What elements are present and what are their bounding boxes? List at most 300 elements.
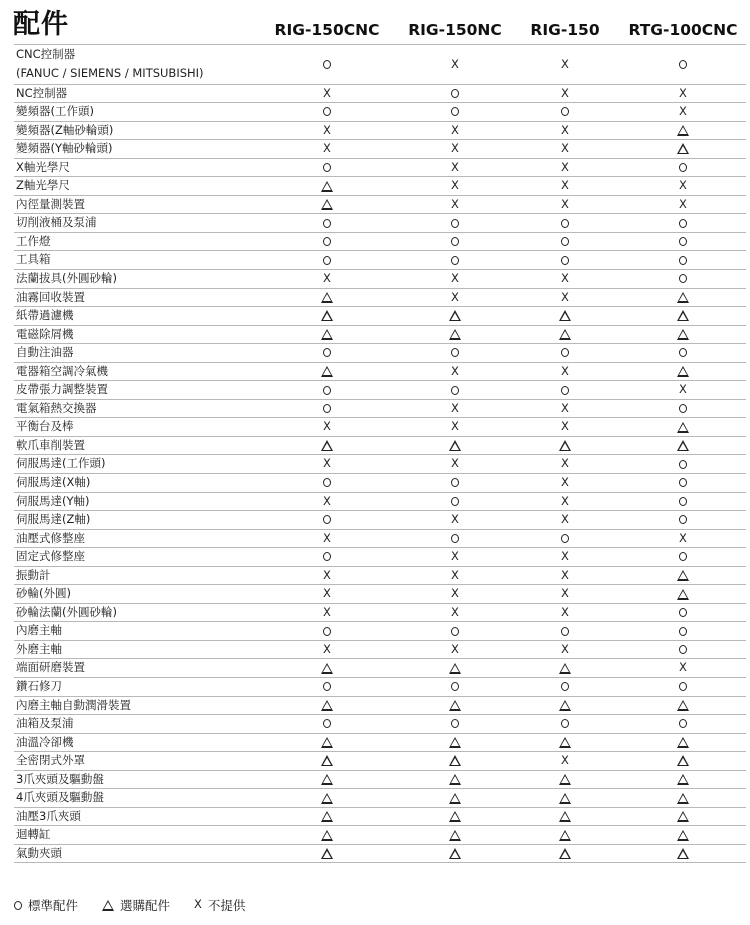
triangle-icon (321, 755, 333, 766)
cell-rtg-100cnc (663, 122, 703, 140)
cell-rtg-100cnc (663, 140, 703, 158)
x-mark: X (451, 400, 459, 415)
row-label (16, 641, 62, 658)
cell-rig-150cnc (307, 307, 347, 325)
cell-rtg-100cnc (663, 826, 703, 844)
cell-rig-150nc (435, 177, 475, 195)
row-label (16, 455, 105, 472)
cell-rig-150 (545, 159, 585, 177)
cell-rig-150nc (435, 381, 475, 399)
circle-icon (323, 478, 331, 487)
cell-rig-150nc (435, 159, 475, 177)
table-row (14, 734, 746, 753)
cell-rig-150 (545, 511, 585, 529)
cell-rig-150 (545, 585, 585, 603)
cell-rig-150cnc (307, 159, 347, 177)
table-row (14, 307, 746, 326)
circle-icon (323, 515, 331, 524)
cell-rtg-100cnc (663, 678, 703, 696)
circle-icon (323, 719, 331, 728)
triangle-icon (449, 700, 461, 711)
table-row (14, 344, 746, 363)
triangle-icon (321, 811, 333, 822)
circle-icon (14, 901, 22, 910)
row-label-line: 自動注油器 (16, 345, 74, 360)
cell-rig-150cnc (307, 734, 347, 752)
cell-rtg-100cnc (663, 45, 703, 84)
circle-icon (561, 627, 569, 636)
row-label-line: 氣動夾頭 (16, 845, 62, 860)
row-label (16, 659, 85, 676)
x-mark: X (451, 419, 459, 434)
cell-rtg-100cnc (663, 400, 703, 418)
x-mark: X (561, 512, 569, 527)
circle-icon (451, 256, 459, 265)
row-label (16, 752, 85, 769)
row-label (16, 826, 51, 843)
cell-rig-150 (545, 493, 585, 511)
triangle-icon (559, 811, 571, 822)
x-mark: X (451, 178, 459, 193)
cell-rig-150nc (435, 326, 475, 344)
cell-rtg-100cnc (663, 437, 703, 455)
cell-rig-150 (545, 437, 585, 455)
row-label-line: 工作燈 (16, 233, 51, 248)
x-mark: X (323, 567, 331, 582)
cell-rig-150cnc (307, 270, 347, 288)
row-label-line: 電磁除屑機 (16, 326, 74, 341)
x-mark: X (679, 178, 687, 193)
cell-rtg-100cnc (663, 418, 703, 436)
cell-rig-150 (545, 715, 585, 733)
cell-rig-150nc (435, 548, 475, 566)
circle-icon (679, 515, 687, 524)
table-row (14, 808, 746, 827)
triangle-icon (449, 830, 461, 841)
cell-rtg-100cnc (663, 789, 703, 807)
cell-rig-150cnc (307, 548, 347, 566)
row-label-line: 砂輪法蘭(外圓砂輪) (16, 604, 117, 619)
cell-rig-150 (545, 251, 585, 269)
circle-icon (323, 107, 331, 116)
table-row (14, 326, 746, 345)
triangle-icon (677, 848, 689, 859)
cell-rig-150cnc (307, 344, 347, 362)
cell-rig-150cnc (307, 604, 347, 622)
cell-rig-150nc (435, 400, 475, 418)
circle-icon (679, 608, 687, 617)
circle-icon (561, 107, 569, 116)
triangle-icon (677, 310, 689, 321)
row-label (16, 437, 85, 454)
table-row (14, 511, 746, 530)
cell-rig-150nc (435, 493, 475, 511)
table-row (14, 196, 746, 215)
cell-rtg-100cnc (663, 697, 703, 715)
cell-rtg-100cnc (663, 548, 703, 566)
row-label-line: NC控制器 (16, 85, 68, 100)
cell-rig-150 (545, 641, 585, 659)
table-row (14, 585, 746, 604)
cell-rig-150 (545, 697, 585, 715)
row-label-line: 伺服馬達(工作頭) (16, 456, 106, 471)
triangle-icon (449, 737, 461, 748)
circle-icon (679, 404, 687, 413)
row-label (16, 845, 62, 862)
circle-icon (323, 386, 331, 395)
table-row (14, 289, 746, 308)
row-label-line: 伺服馬達(Z軸) (16, 512, 91, 527)
x-mark: X (451, 567, 459, 582)
circle-icon (679, 497, 687, 506)
row-label (16, 177, 70, 194)
circle-icon (561, 219, 569, 228)
cell-rig-150nc (435, 734, 475, 752)
triangle-icon (321, 663, 333, 674)
circle-icon (561, 534, 569, 543)
cell-rig-150cnc (307, 567, 347, 585)
x-mark: X (561, 363, 569, 378)
row-label-line: 內磨主軸 (16, 623, 62, 638)
circle-icon (451, 534, 459, 543)
cell-rig-150 (545, 826, 585, 844)
cell-rig-150cnc (307, 511, 347, 529)
cell-rig-150nc (435, 85, 475, 103)
cell-rig-150 (545, 808, 585, 826)
x-mark: X (451, 363, 459, 378)
cell-rig-150nc (435, 140, 475, 158)
x-mark: X (561, 178, 569, 193)
table-row (14, 567, 746, 586)
row-label (16, 530, 85, 547)
column-header-4: RTG-100CNC (628, 21, 738, 39)
cell-rig-150 (545, 548, 585, 566)
cell-rtg-100cnc (663, 752, 703, 770)
circle-icon (679, 163, 687, 172)
column-header-1: RIG-150CNC (274, 21, 380, 39)
cell-rig-150nc (435, 437, 475, 455)
x-mark: X (451, 512, 459, 527)
cell-rig-150cnc (307, 622, 347, 640)
row-label-line: 內徑量測裝置 (16, 196, 85, 211)
cell-rig-150cnc (307, 251, 347, 269)
x-mark: X (451, 604, 459, 619)
row-label-line: Z軸光學尺 (16, 178, 70, 193)
cell-rig-150cnc (307, 363, 347, 381)
cell-rig-150nc (435, 845, 475, 863)
x-mark: X (561, 493, 569, 508)
table-row (14, 44, 746, 85)
triangle-icon (677, 422, 689, 433)
x-mark: X (561, 270, 569, 285)
page-title: 配件 (13, 9, 69, 40)
triangle-icon (449, 811, 461, 822)
row-label (16, 771, 104, 788)
cell-rig-150cnc (307, 585, 347, 603)
table-row (14, 715, 746, 734)
cell-rtg-100cnc (663, 641, 703, 659)
row-label-line: X軸光學尺 (16, 159, 70, 174)
cell-rig-150 (545, 177, 585, 195)
cell-rig-150nc (435, 233, 475, 251)
table-row (14, 437, 746, 456)
cell-rig-150cnc (307, 326, 347, 344)
triangle-icon (677, 793, 689, 804)
circle-icon (323, 404, 331, 413)
cell-rig-150nc (435, 826, 475, 844)
row-label (16, 251, 51, 268)
cell-rtg-100cnc (663, 251, 703, 269)
row-label-line: 油箱及泵浦 (16, 716, 74, 731)
cell-rig-150cnc (307, 771, 347, 789)
cell-rig-150 (545, 659, 585, 677)
cell-rig-150 (545, 289, 585, 307)
triangle-icon (677, 125, 689, 136)
cell-rig-150 (545, 678, 585, 696)
triangle-icon (321, 774, 333, 785)
cell-rig-150cnc (307, 85, 347, 103)
cell-rtg-100cnc (663, 474, 703, 492)
circle-icon (451, 219, 459, 228)
cell-rig-150cnc (307, 177, 347, 195)
triangle-icon (559, 440, 571, 451)
row-label-line: 伺服馬達(Y軸) (16, 493, 90, 508)
circle-icon (679, 552, 687, 561)
triangle-icon (321, 793, 333, 804)
cell-rtg-100cnc (663, 659, 703, 677)
table-row (14, 678, 746, 697)
cell-rig-150cnc (307, 233, 347, 251)
row-label (16, 363, 108, 380)
cell-rig-150nc (435, 103, 475, 121)
x-mark: X (561, 419, 569, 434)
x-mark: X (323, 530, 331, 545)
row-label (16, 140, 113, 157)
circle-icon (323, 60, 331, 69)
row-label (16, 493, 90, 510)
row-label-line: 內磨主軸自動潤滑裝置 (16, 697, 131, 712)
cell-rig-150nc (435, 789, 475, 807)
row-label (16, 622, 62, 639)
x-mark: X (323, 586, 331, 601)
triangle-icon (449, 440, 461, 451)
cell-rig-150 (545, 85, 585, 103)
cell-rig-150cnc (307, 530, 347, 548)
cell-rig-150 (545, 845, 585, 863)
header (0, 0, 750, 44)
cell-rig-150cnc (307, 789, 347, 807)
x-mark: X (561, 196, 569, 211)
triangle-icon (321, 366, 333, 377)
cell-rig-150 (545, 140, 585, 158)
circle-icon (679, 60, 687, 69)
cell-rig-150nc (435, 344, 475, 362)
cell-rig-150cnc (307, 289, 347, 307)
table-row (14, 474, 746, 493)
legend-label: 選購配件 (120, 898, 171, 913)
row-label-line: 伺服馬達(X軸) (16, 474, 91, 489)
row-label-line: 固定式修整座 (16, 549, 85, 564)
x-mark: X (323, 604, 331, 619)
x-mark: X (561, 122, 569, 137)
circle-icon (323, 256, 331, 265)
cell-rtg-100cnc (663, 715, 703, 733)
cell-rig-150 (545, 418, 585, 436)
x-mark: X (561, 289, 569, 304)
row-label (16, 548, 85, 565)
circle-icon (679, 460, 687, 469)
x-mark: X (451, 56, 459, 71)
triangle-icon (677, 830, 689, 841)
row-label-line: 變頻器(Y軸砂輪頭) (16, 141, 113, 156)
x-mark: X (561, 753, 569, 768)
row-label-line: 皮帶張力調整裝置 (16, 382, 108, 397)
cell-rtg-100cnc (663, 585, 703, 603)
cell-rig-150nc (435, 604, 475, 622)
cell-rig-150 (545, 789, 585, 807)
x-mark: X (561, 586, 569, 601)
row-label (16, 734, 74, 751)
cell-rig-150 (545, 196, 585, 214)
triangle-icon (449, 793, 461, 804)
circle-icon (323, 163, 331, 172)
row-label (16, 159, 70, 176)
circle-icon (451, 627, 459, 636)
row-label-line: 鑽石修刀 (16, 679, 62, 693)
triangle-icon (677, 366, 689, 377)
x-mark: X (451, 586, 459, 601)
cell-rtg-100cnc (663, 808, 703, 826)
circle-icon (561, 386, 569, 395)
cell-rig-150cnc (307, 103, 347, 121)
row-label (16, 289, 85, 306)
table-row (14, 159, 746, 178)
cell-rig-150nc (435, 622, 475, 640)
row-label (16, 45, 204, 83)
cell-rtg-100cnc (663, 326, 703, 344)
row-label-line: 砂輪(外圓) (16, 586, 71, 601)
row-label-line: 電氣箱熱交換器 (16, 400, 97, 415)
cell-rtg-100cnc (663, 196, 703, 214)
x-mark: X (323, 270, 331, 285)
cell-rig-150nc (435, 808, 475, 826)
row-label-line: 振動計 (16, 567, 51, 582)
x-mark: X (561, 567, 569, 582)
x-mark: X (451, 456, 459, 471)
cell-rig-150nc (435, 363, 475, 381)
row-label-line: 4爪夾頭及驅動盤 (16, 790, 104, 805)
x-mark: X (451, 196, 459, 211)
cell-rig-150nc (435, 122, 475, 140)
cell-rig-150 (545, 400, 585, 418)
cell-rtg-100cnc (663, 177, 703, 195)
x-mark: X (451, 270, 459, 285)
triangle-icon (559, 737, 571, 748)
cell-rtg-100cnc (663, 381, 703, 399)
triangle-icon (677, 143, 689, 154)
cell-rig-150cnc (307, 400, 347, 418)
cell-rig-150 (545, 771, 585, 789)
row-label (16, 567, 51, 584)
x-mark: X (679, 85, 687, 100)
row-label-line: 油壓式修整座 (16, 530, 85, 545)
cell-rig-150cnc (307, 845, 347, 863)
x-mark: X (561, 159, 569, 174)
circle-icon (451, 107, 459, 116)
circle-icon (323, 348, 331, 357)
cell-rig-150cnc (307, 826, 347, 844)
x-mark: X (194, 897, 202, 912)
cell-rig-150nc (435, 678, 475, 696)
row-label (16, 103, 94, 120)
x-mark: X (323, 141, 331, 156)
cell-rig-150 (545, 622, 585, 640)
row-label-line: 迴轉缸 (16, 827, 51, 842)
x-mark: X (323, 641, 331, 656)
x-mark: X (323, 419, 331, 434)
cell-rig-150 (545, 474, 585, 492)
triangle-icon (321, 700, 333, 711)
table-row (14, 530, 746, 549)
cell-rtg-100cnc (663, 85, 703, 103)
cell-rtg-100cnc (663, 307, 703, 325)
cell-rig-150nc (435, 567, 475, 585)
cell-rig-150cnc (307, 659, 347, 677)
cell-rtg-100cnc (663, 530, 703, 548)
cell-rig-150 (545, 604, 585, 622)
cell-rig-150 (545, 122, 585, 140)
cell-rig-150 (545, 752, 585, 770)
row-label (16, 214, 97, 231)
circle-icon (451, 386, 459, 395)
table-row (14, 641, 746, 660)
circle-icon (323, 627, 331, 636)
circle-icon (561, 237, 569, 246)
row-label-line: 軟爪車削裝置 (16, 437, 85, 452)
triangle-icon (677, 440, 689, 451)
triangle-icon (559, 329, 571, 340)
triangle-icon (449, 848, 461, 859)
cell-rig-150 (545, 214, 585, 232)
circle-icon (323, 552, 331, 561)
x-mark: X (323, 85, 331, 100)
triangle-icon (677, 811, 689, 822)
triangle-icon (677, 292, 689, 303)
cell-rig-150 (545, 233, 585, 251)
x-mark: X (561, 85, 569, 100)
cell-rig-150nc (435, 270, 475, 288)
cell-rig-150 (545, 530, 585, 548)
circle-icon (323, 237, 331, 246)
cell-rig-150nc (435, 418, 475, 436)
cell-rig-150 (545, 363, 585, 381)
cell-rtg-100cnc (663, 344, 703, 362)
triangle-icon (559, 774, 571, 785)
cell-rig-150nc (435, 511, 475, 529)
cell-rtg-100cnc (663, 289, 703, 307)
table-row (14, 400, 746, 419)
cell-rtg-100cnc (663, 159, 703, 177)
cell-rig-150nc (435, 214, 475, 232)
cell-rtg-100cnc (663, 214, 703, 232)
table-row (14, 493, 746, 512)
row-label (16, 307, 74, 324)
table-row (14, 363, 746, 382)
table-row (14, 789, 746, 808)
circle-icon (679, 274, 687, 283)
cell-rig-150cnc (307, 381, 347, 399)
triangle-icon (449, 663, 461, 674)
